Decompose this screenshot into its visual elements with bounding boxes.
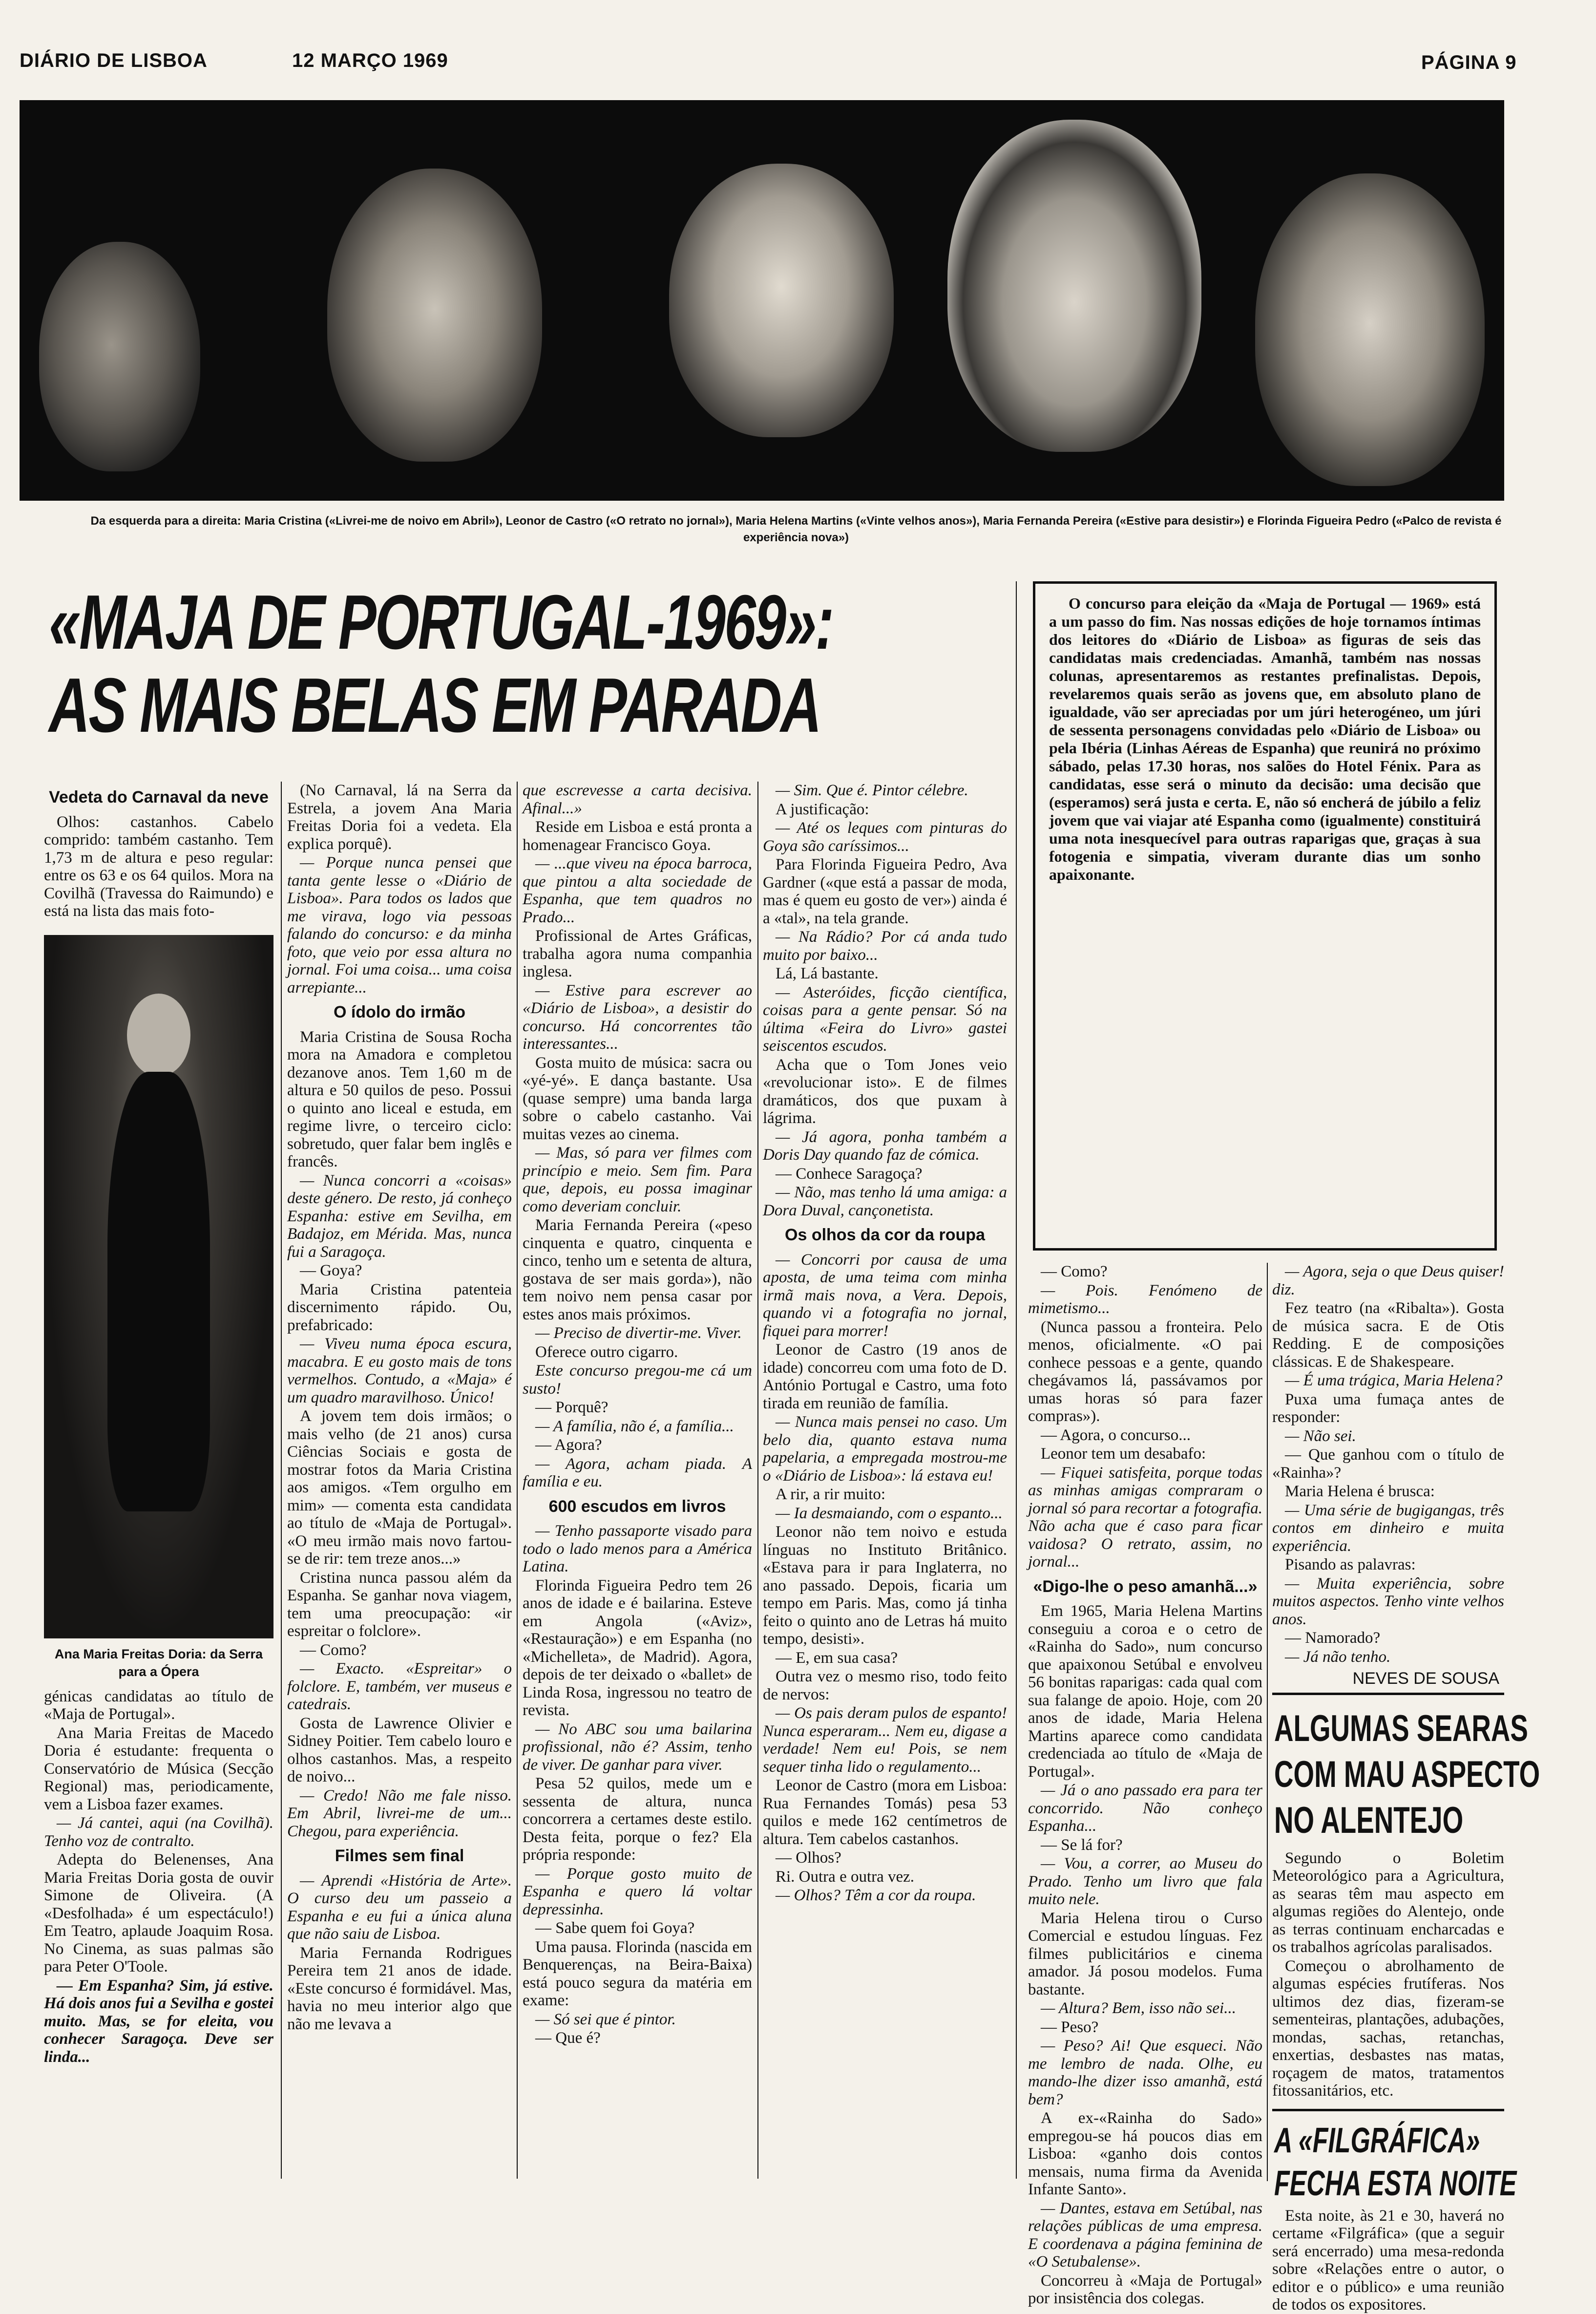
column-rule [1016,581,1017,2179]
headline-searas-line-3: NO ALENTEJO [1274,1799,1464,1841]
headline-searas [1274,1706,1540,1843]
paragraph: Leonor não tem noivo e estuda línguas no Instituto Britânico. «Estava para ir para Inglaterra, no ano passado. Depois, ficaria um tempo em Paris. Mas, como já tinha feito o quinto ano de Letras há muito tempo, desisti». [763,1523,1007,1648]
paragraph: — Exacto. «Espreitar» o folclore. E, também, ver museus e catedrais. [287,1660,512,1713]
paragraph: — Mas, só para ver filmes com princípio e meio. Sem fim. Para que, depois, eu possa imaginar como deveriam concluir. [523,1144,752,1215]
paragraph: Florinda Figueira Pedro tem 26 anos de idade e é bailarina. Esteve em Angola («Aviz», «Restauração») e em Espanha (no «Michelleta», de Madrid). Agora, depois de ter deixado o «ballet» de Linda Rosa, ingressou no teatro de revista. [523,1576,752,1719]
paragraph: Leonor de Castro (mora em Lisboa: Rua Fernandes Tomás) pesa 53 quilos e mede 162 centímetros de altura. Tem cabelos castanhos. [763,1777,1007,1848]
headline-filgrafica-line-1: A «FILGRÁFICA» [1274,2121,1480,2160]
paragraph: Em 1965, Maria Helena Martins conseguiu a coroa e o cetro de «Rainha do Sado», num concurso que apaixonou Setúbal e envolveu 56 bonitas raparigas: cada qual com sua falange de apoio. Hoje, com 20 anos de idade, Maria Helena Martins aparece como candidata credenciada ao título de «Maja de Portugal». [1028,1602,1262,1781]
paragraph: Maria Helena é brusca: [1285,1483,1435,1500]
paragraph: — Dantes, estava em Setúbal, nas relações públicas de uma empresa. E coordenava a página feminina de «O Setubalense». [1028,2199,1262,2271]
subheading: Filmes sem final [335,1847,464,1865]
paragraph: Uma pausa. Florinda (nascida em Benquerenças, na Beira-Baixa) está pouco segura da matéria em exame: [523,1938,752,2009]
paragraph: Puxa uma fumaça antes de responder: [1272,1390,1504,1426]
paragraph: — Porque nunca pensei que tanta gente lesse o «Diário de Lisboa». Para todos os lados que me virava, logo via pessoas falando do concurso: e da minha foto, que veio por essa altura no jornal. Foi uma coisa... uma coisa arrepiante... [287,854,512,997]
paragraph: — Não sei. [1285,1427,1356,1445]
paragraph: — Tenho passaporte visado para todo o lado menos para a América Latina. [523,1522,752,1575]
paragraph: Olhos: castanhos. Cabelo comprido: também castanho. Tem 1,73 m de altura e peso regular: entre os 63 e os 64 quilos. Mora na Covilhã (Travessa do Raimundo) e está na lista das mais foto- [44,813,273,920]
column-3 [523,782,752,2179]
paragraph: — Sim. Que é. Pintor célebre. [776,782,968,799]
paragraph: Gosta muito de música: sacra ou «yé-yé». E dança bastante. Usa (quase sempre) uma banda larga sobre o cabelo castanho. Vai muitas vezes ao cinema. [523,1054,752,1143]
paragraph: Começou o abrolhamento de algumas espécies frutíferas. Nos ultimos dez dias, fizeram-se sementeiras, plantações, adubações, mondas, sachas, retanchas, enxertias, desbastes nas matas, roçagem de matos, tratamentos fitossanitários, etc. [1272,1957,1504,2100]
candidates-photo [20,100,1504,501]
paragraph: — Em Espanha? Sim, já estive. Há dois anos fui a Sevilha e gostei muito. Mas, se for eleita, vou conhecer Saragoça. Deve ser linda... [44,1976,273,2066]
column-rule [757,782,758,2179]
column-rule [281,782,282,2179]
paragraph: Fez teatro (na «Ribalta»). Gosta de música sacra. E de Otis Redding. E de composições clássicas. E de Shakespeare. [1272,1299,1504,1371]
doria-photo [44,935,273,1638]
photo-caption-doria: Ana Maria Freitas Doria: da Serra para a Ópera [54,1646,263,1679]
paragraph: — É uma trágica, Maria Helena? [1285,1372,1503,1389]
paragraph: — Asteróides, ficção científica, coisas para a gente pensar. Só na última «Feira do Livro» gastei seiscentos escudos. [763,983,1007,1055]
paragraph: — Namorado? [1285,1629,1381,1647]
paragraph: — Já agora, ponha também a Doris Day quando faz de cómica. [763,1128,1007,1164]
paragraph: Lá, Lá bastante. [776,965,879,982]
paragraph: — Muita experiência, sobre muitos aspectos. Tenho vinte velhos anos. [1272,1574,1504,1628]
column-5 [1028,1263,1262,2307]
headline-filgrafica-line-2: FECHA ESTA NOITE [1274,2164,1517,2203]
paragraph: que escrevesse a carta decisiva. Afinal...» [523,782,752,817]
column-6 [1272,1263,1540,2314]
page-number: PÁGINA 9 [1421,52,1517,73]
paragraph: Leonor tem um desabafo: [1041,1445,1206,1463]
paragraph: — No ABC sou uma bailarina profissional, não é? Assim, tenho de viver. De ganhar para viver. [523,1720,752,1774]
paragraph: — Fiquei satisfeita, porque todas as minhas amigas compraram o jornal só para recortar a fotografia. Não acha que é caso para ficar vaidosa? O retrato, assim, no jornal... [1028,1464,1262,1571]
paragraph: Para Florinda Figueira Pedro, Ava Gardner («que está a passar de moda, mas é quem eu gosto de ver») ainda é a «tal», na tela grande. [763,856,1007,927]
paragraph: — Peso? [1041,2018,1099,2036]
paragraph: — Vou, a correr, ao Museu do Prado. Tenho um livro que fala muito nele. [1028,1855,1262,1908]
paragraph: A rir, a rir muito: [776,1486,886,1503]
column-4 [763,782,1007,2179]
column-1 [44,782,273,2179]
byline: NEVES DE SOUSA [1352,1669,1499,1688]
headline-searas-line-2: COM MAU ASPECTO [1274,1753,1540,1795]
paragraph: Pesa 52 quilos, mede um e sessenta de altura, nunca concorrera a certames deste estilo. Desta feita, porque o fez? Ela própria responde: [523,1775,752,1864]
headline-line-2: AS MAIS BELAS EM PARADA [49,662,820,748]
paragraph: — Concorri por causa de uma aposta, de uma teima com minha irmã mais nova, a Vera. Depois, quando vi a fotografia no jornal, fiquei para morrer! [763,1251,1007,1340]
paragraph: Profissional de Artes Gráficas, trabalha agora numa companhia inglesa. [523,927,752,980]
paragraph: — Agora, acham piada. A família e eu. [523,1455,752,1490]
paragraph: — ...que viveu na época barroca, que pintou a alta sociedade de Espanha, que tem quadros no Prado... [523,855,752,926]
paragraph: — Já cantei, aqui (na Covilhã). Tenho voz de contralto. [44,1814,273,1850]
paragraph: — A família, não é, a família... [535,1417,734,1435]
paragraph: — Não, mas tenho lá uma amiga: a Dora Duval, cançonetista. [763,1184,1007,1219]
paragraph: Maria Cristina de Sousa Rocha mora na Amadora e completou dezanove anos. Tem 1,60 m de altura e 50 quilos de peso. Possui o quinto ano liceal e estuda, em regime livre, o terceiro ciclo: sobretudo, quer falar bem inglês e francês. [287,1028,512,1170]
column-rule [517,782,518,2179]
paragraph: — Aprendi «História de Arte». O curso deu um passeio a Espanha e eu fui a única aluna que não saiu de Lisboa. [287,1871,512,1943]
paragraph: — Os pais deram pulos de espanto! Nunca esperaram... Nem eu, digase a verdade! Nem eu! Pois, se nem sequer tinha lido o regulamento... [763,1704,1007,1776]
paragraph: — Na Rádio? Por cá anda tudo muito por baixo... [763,928,1007,964]
paragraph: génicas candidatas ao título de «Maja de Portugal». [44,1687,273,1723]
paragraph: Leonor de Castro (19 anos de idade) concorreu com uma foto de D. António Portugal e Castro, uma foto tirada em reunião de família. [763,1341,1007,1412]
headline-filgrafica [1274,2119,1517,2207]
paragraph: — Estive para escrever ao «Diário de Lisboa», a desistir do concurso. Há concorrentes tão interessantes... [523,981,752,1053]
paragraph: Esta noite, às 21 e 30, haverá no certame «Filgráfica» (que a seguir será encerrado) uma mesa-redonda sobre «Relações entre o autor, o editor e o público» e uma reunião de todos os expositores. [1272,2207,1504,2314]
paragraph: — Peso? Ai! Que esqueci. Não me lembro de nada. Olhe, eu mando-lhe dizer isso amanhã, está bem? [1028,2037,1262,2108]
paragraph: — Até os leques com pinturas do Goya são caríssimos... [763,819,1007,855]
paragraph: Ri. Outra e outra vez. [776,1868,915,1886]
paragraph: — Que ganhou com o título de «Rainha»? [1272,1446,1504,1482]
paragraph: — Porquê? [535,1399,609,1416]
paragraph: Oferece outro cigarro. [535,1343,678,1361]
paragraph: Cristina nunca passou além da Espanha. Se ganhar nova viagem, tem uma preocupação: «ir espreitar o folclore». [287,1569,512,1640]
paragraph: — Já o ano passado era para ter concorrido. Não conheço Espanha... [1028,1782,1262,1835]
subheading: «Digo-lhe o peso amanhã...» [1033,1577,1258,1596]
paragraph: — Viveu numa época escura, macabra. E eu gosto mais de tons vermelhos. Contudo, a «Maja» é um quadro maravilhoso. Único! [287,1335,512,1406]
paragraph: Maria Helena tirou o Curso Comercial e estudou línguas. Fez filmes publicitários e cinema amador. Já posou modelos. Fuma bastante. [1028,1909,1262,1998]
intro-box [1033,581,1497,1251]
paragraph: — E, em sua casa? [776,1649,898,1667]
paragraph: — Agora, seja o que Deus quiser! diz. [1272,1263,1504,1298]
paragraph: — Uma série de bugigangas, três contos em dinheiro e muita experiência. [1272,1501,1504,1555]
paragraph: Maria Fernanda Pereira («peso cinquenta e quatro, cinquenta e cinco, tenho um e setenta de altura, gostava de ser mais gorda»), não tem noivo nem pensa casar por estes anos mais próximos. [523,1216,752,1323]
headline-searas-line-1: ALGUMAS SEARAS [1274,1707,1528,1749]
newspaper-name: DIÁRIO DE LISBOA [20,50,208,71]
paragraph: (No Carnaval, lá na Serra da Estrela, a jovem Ana Maria Freitas Doria foi a vedeta. Ela explica porquê). [287,782,512,853]
paragraph: — Olhos? Têm a cor da roupa. [776,1887,976,1904]
intro-text: O concurso para eleição da «Maja de Portugal — 1969» está a um passo do fim. Nas nossas edições de hoje tornamos íntimas dos leitores do «Diário de Lisboa» as figuras de seis das candidatas mais credenciadas. Amanhã, também nas nossas colunas, apresentaremos as restantes prefinalistas. Depois, revelaremos quais serão as jovens que, em absoluto plano de igualdade, vão ser apreciadas por um júri heterogéneo, um júri de sessenta personagens convidadas pelo «Diário de Lisboa» ou pela Ibéria (Linhas Aéreas de Espanha) que reunirá no próximo sábado, pelas 17.30 horas, nos salões do Hotel Fénix. Para as candidatas, esse será o minuto da decisão: uma decisão que (esperamos) será justa e certa. E, não só encherá de júbilo a feliz jovem que vai viajar até Espanha como (igualmente) constituirá uma nota inesquecível para outras raparigas que, graças à sua fotogenia e simpatia, viveram durante dias um sonho apaixonante. [1049,594,1481,883]
paragraph: — Nunca concorri a «coisas» deste género. De resto, já conheço Espanha: estive em Sevilha, em Badajoz, em Mérida. Mas, nunca fui a Saragoça. [287,1171,512,1261]
paragraph: — Preciso de divertir-me. Viver. [535,1324,742,1342]
subheading: 600 escudos em livros [548,1497,726,1516]
paragraph: — Olhos? [776,1849,841,1867]
paragraph: Reside em Lisboa e está pronta a homenagear Francisco Goya. [523,818,752,854]
paragraph: — Porque gosto muito de Espanha e quero lá voltar depressinha. [523,1865,752,1918]
paragraph: Gosta de Lawrence Olivier e Sidney Poitier. Tem cabelo louro e olhos castanhos. Mas, a respeito de noivo... [287,1714,512,1785]
column-2 [287,782,512,2179]
paragraph: — Que é? [535,2029,601,2047]
divider [1272,2109,1504,2111]
paragraph: — Nunca mais pensei no caso. Um belo dia, quanto estava numa papelaria, a empregada mostrou-me o «Diário de Lisboa»: lá estava eu! [763,1413,1007,1485]
paragraph: — Altura? Bem, isso não sei... [1041,1999,1236,2017]
paragraph: — Sabe quem foi Goya? [535,1919,695,1937]
subheading: Os olhos da cor da roupa [785,1226,985,1244]
issue-date: 12 MARÇO 1969 [292,50,448,71]
paragraph: A justificação: [776,800,869,818]
paragraph: Outra vez o mesmo riso, todo feito de nervos: [763,1668,1007,1703]
paragraph: — Ia desmaiando, com o espanto... [776,1504,1003,1522]
divider [1272,1693,1504,1695]
subheading: O ídolo do irmão [333,1003,466,1021]
paragraph: — Credo! Não me fale nisso. Em Abril, livrei-me de um... Chegou, para experiência. [287,1786,512,1840]
paragraph: Adepta do Belenenses, Ana Maria Freitas Doria gosta de ouvir Simone de Oliveira. (A «Desfolhada» é um espectáculo!) Em Teatro, aplaude Joaquim Rosa. No Cinema, as suas palmas são para Peter O'Toole. [44,1851,273,1975]
paragraph: — Pois. Fenómeno de mimetismo... [1028,1281,1262,1317]
headline-line-1: «MAJA DE PORTUGAL-1969»: [49,579,833,665]
paragraph: — Como? [1041,1263,1108,1280]
paragraph: A ex-«Rainha do Sado» empregou-se há poucos dias em Lisboa: «ganho dois contos mensais, numa firma da Avenida Infante Santo». [1028,2109,1262,2198]
paragraph: — Como? [300,1641,367,1659]
paragraph: Maria Cristina patenteia discernimento rápido. Ou, prefabricado: [287,1280,512,1334]
paragraph: — Conhece Saragoça? [776,1165,923,1183]
paragraph: — Goya? [300,1262,362,1279]
paragraph: — Já não tenho. [1285,1648,1391,1666]
paragraph: Ana Maria Freitas de Macedo Doria é estudante: frequenta o Conservatório de Música (Secção Regional) mas, periodicamente, vem a Lisboa fazer exames. [44,1724,273,1813]
paragraph: A jovem tem dois irmãos; o mais velho (de 21 anos) cursa Ciências Sociais e gosta de mostrar fotos da Maria Cristina aos amigos. «Tem orgulho em mim» — comenta esta candidata ao título de «Maja de Portugal». «O meu irmão mais novo fartou-se de rir: tem treze anos...» [287,1407,512,1568]
photo-caption: Da esquerda para a direita: Maria Cristina («Livrei-me de noivo em Abril»), Leonor de Castro («O retrato no jornal»), Maria Helena Martins («Vinte velhos anos»), Maria Fernanda Pereira («Estive para desistir») e Florinda Figueira Pedro («Palco de revista é experiência nova») [90,514,1502,544]
paragraph: Maria Fernanda Rodrigues Pereira tem 21 anos de idade. «Este concurso é formidável. Mas, havia no meu interior algo que não me levava a [287,1944,512,2033]
paragraph: — Só sei que é pintor. [535,2010,676,2028]
paragraph: Este concurso pregou-me cá um susto! [523,1362,752,1398]
paragraph: — Agora, o concurso... [1041,1426,1191,1444]
paragraph: — Se lá for? [1041,1836,1123,1854]
paragraph: Segundo o Boletim Meteorológico para a Agricultura, as searas têm mau aspecto em algumas regiões do Alentejo, onde as terras continuam encharcadas e os trabalhos agrícolas paralisados. [1272,1849,1504,1956]
subheading: Vedeta do Carnaval da neve [49,788,269,807]
paragraph: (Nunca passou a fronteira. Pelo menos, oficialmente. «O pai conhece pessoas e a gente, quando chegávamos lá, passávamos por umas horas só para fazer compras»). [1028,1318,1262,1425]
paragraph: Concorreu à «Maja de Portugal» por insistência dos colegas. [1028,2272,1262,2307]
paragraph: — Agora? [535,1436,602,1454]
column-rule [1267,1263,1268,2181]
paragraph: Pisando as palavras: [1285,1556,1416,1573]
paragraph: Acha que o Tom Jones veio «revolucionar isto». E de filmes dramáticos, dos que puxam à lágrima. [763,1056,1007,1127]
